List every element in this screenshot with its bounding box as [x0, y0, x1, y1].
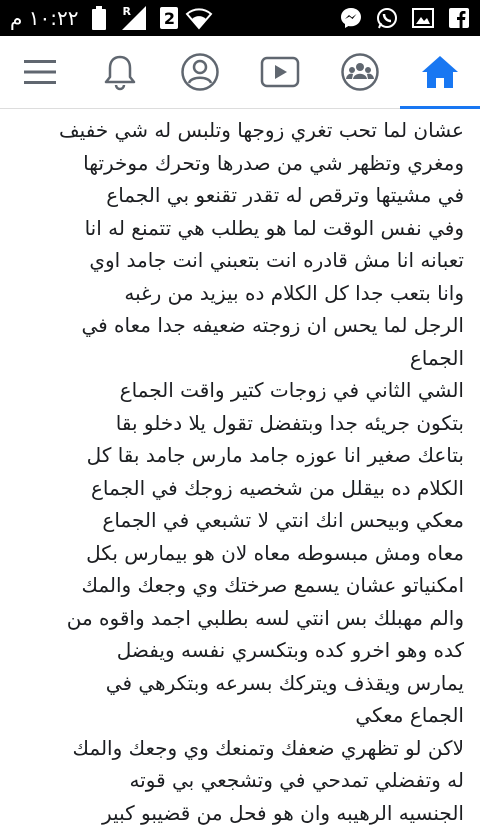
tab-watch[interactable]: [240, 36, 320, 108]
post-text-line: الجماع معكي: [20, 699, 464, 732]
facebook-icon: [448, 7, 470, 29]
post-text-line: بتاعك صغير انا عوزه جامد مارس جامد بقا كل: [20, 439, 464, 472]
wifi-icon: [188, 7, 210, 29]
post-text-line: له وتفضلي تمدحي في وتشجعي بي قوته: [20, 764, 464, 797]
post-body: [0, 108, 480, 800]
post-text-line: عشان لما تحب تغري زوجها وتلبس له شي خفيف: [20, 114, 464, 147]
post-text-line: الجنسيه الرهيبه وان هو فحل من قضيبو كبير: [20, 797, 464, 829]
post-text-line: يمارس ويقذف ويتركك بسرعه وبتكرهي في: [20, 667, 464, 700]
status-bar-right: [340, 7, 470, 29]
status-time: ١٠:٢٢ م: [10, 6, 78, 30]
battery-icon: [88, 7, 110, 29]
top-navigation: [0, 36, 480, 109]
post-text-line: الكلام ده بيقلل من شخصيه زوجك في الجماع: [20, 472, 464, 505]
home-icon: [420, 54, 460, 90]
groups-icon: [340, 52, 380, 92]
tab-profile[interactable]: [160, 36, 240, 108]
post-text-line: ومغري وتظهر شي من صدرها وتحرك موخرتها: [20, 147, 464, 180]
video-play-icon: [260, 56, 300, 88]
post-text-line: الرجل لما يحس ان زوجته ضعيفه جدا معاه في: [20, 309, 464, 342]
messenger-icon: [340, 7, 362, 29]
profile-icon: [180, 52, 220, 92]
post-text-line: تعبانه انا مش قادره انت بتعبني انت جامد اوي: [20, 244, 464, 277]
tab-groups[interactable]: [320, 36, 400, 108]
post-text-line: بتكون جريئه جدا وبتفضل تقول يلا دخلو بقا: [20, 407, 464, 440]
post-text-line: والم مهبلك بس انتي لسه بطلبي اجمد واقوه من: [20, 602, 464, 635]
post-text-line: الجماع: [20, 342, 464, 375]
bell-icon: [102, 53, 138, 91]
status-bar: [0, 0, 480, 36]
tab-menu[interactable]: [0, 36, 80, 108]
post-text: [20, 114, 464, 829]
post-text-line: معكي وبيحس انك انتي لا تشبعي في الجماع: [20, 504, 464, 537]
whatsapp-icon: [376, 7, 398, 29]
gallery-icon: [412, 7, 434, 29]
post-text-line: وفي نفس الوقت لما هو يطلب هي تتمنع له انا: [20, 212, 464, 245]
post-text-line: معاه ومش مبسوطه معاه لان هو بيمارس بكل: [20, 537, 464, 570]
post-text-line: وانا بتعب جدا كل الكلام ده بيزيد من رغبه: [20, 277, 464, 310]
post-text-line: امكنياتو عشان يسمع صرختك وي وجعك والمك: [20, 569, 464, 602]
tab-home[interactable]: [400, 36, 480, 108]
tab-notifications[interactable]: [80, 36, 160, 108]
signal-roaming-label: R: [122, 5, 130, 18]
post-text-line: الشي الثاني في زوجات كتير واقت الجماع: [20, 374, 464, 407]
post-text-line: في مشيتها وترقص له تقدر تقنعو بي الجماع: [20, 179, 464, 212]
sim-badge: 2: [160, 7, 178, 29]
signal-icon: [120, 7, 150, 29]
status-bar-left: [10, 6, 210, 30]
post-text-line: كده وهو اخرو كده وبتكسري نفسه ويفضل: [20, 634, 464, 667]
menu-icon: [22, 57, 58, 87]
post-text-line: لاكن لو تظهري ضعفك وتمنعك وي وجعك والمك: [20, 732, 464, 765]
